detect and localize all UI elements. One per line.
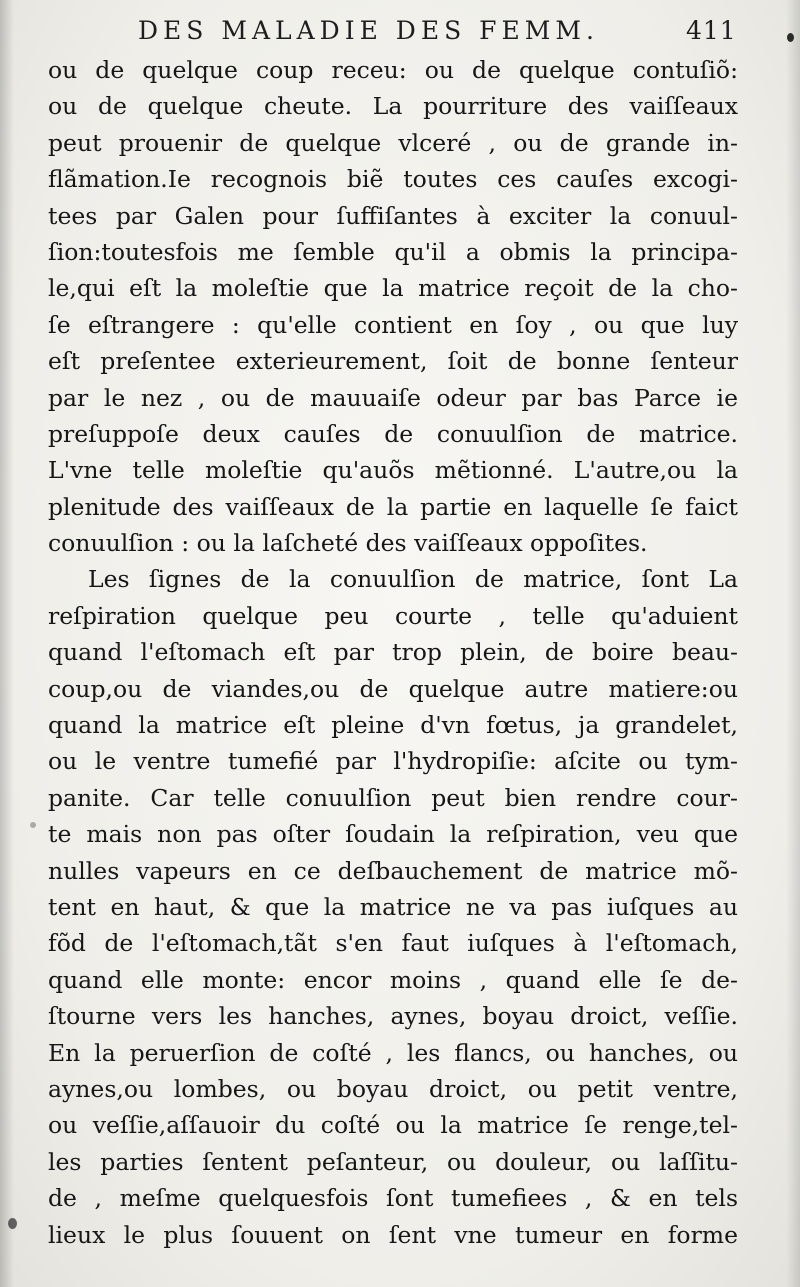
text-line: quand l'eſtomach eſt par trop plein, de boire beau- xyxy=(48,638,738,667)
text-line: quand la matrice eſt pleine d'vn fœtus, ja grandelet, xyxy=(48,711,738,740)
text-line: tees par Galen pour ſuffiſantes à exciter la conuul- xyxy=(48,201,738,230)
text-line: fõd de l'eſtomach,tãt s'en faut iuſques à l'eſtomach, xyxy=(48,929,738,958)
text-line: panite. Car telle conuulſion peut bien rendre cour- xyxy=(48,783,738,812)
body-text xyxy=(48,52,738,1253)
text-line: preſuppoſe deux cauſes de conuulſion de matrice. xyxy=(48,419,738,448)
page-left-edge-shadow xyxy=(0,0,14,1287)
text-line: reſpiration quelque peu courte , telle qu'aduient xyxy=(48,601,738,630)
ink-speck xyxy=(30,822,36,828)
text-line: les parties ſentent peſanteur, ou douleur, ou laſſitu- xyxy=(48,1147,738,1176)
text-line: ſe eſtrangere : qu'elle contient en ſoy , ou que luy xyxy=(48,310,738,339)
ink-speck xyxy=(8,1218,17,1229)
text-line: aynes,ou lombes, ou boyau droict, ou petit ventre, xyxy=(48,1074,738,1103)
text-line: conuulſion : ou la laſcheté des vaiſſeaux oppoſites. xyxy=(48,529,648,558)
text-line: En la peruerſion de coſté , les flancs, ou hanches, ou xyxy=(48,1038,738,1067)
text-line: ou le ventre tumefié par l'hydropiſie: aſcite ou tym- xyxy=(48,747,738,776)
page-number: 411 xyxy=(686,16,737,45)
text-line: tent en haut, & que la matrice ne va pas iuſques au xyxy=(48,892,738,921)
text-line: te mais non pas oſter ſoudain la reſpiration, veu que xyxy=(48,820,738,849)
text-line: plenitude des vaiſſeaux de la partie en laquelle ſe faict xyxy=(48,492,738,521)
text-line: ſion:toutesfois me ſemble qu'il a obmis la principa- xyxy=(48,237,738,266)
running-head: DES MALADIE DES FEMM. xyxy=(138,16,599,45)
text-line: le,qui eſt la moleſtie que la matrice reçoit de la cho- xyxy=(48,274,738,303)
text-line: peut prouenir de quelque vlceré , ou de grande in- xyxy=(48,128,738,157)
ink-speck xyxy=(787,33,794,42)
text-line: ou de quelque cheute. La pourriture des vaiſſeaux xyxy=(48,92,738,121)
paragraph-first-line: Les ſignes de la conuulſion de matrice, ſont La xyxy=(88,565,738,594)
text-line: ou veſſie,aſſauoir du coſté ou la matrice ſe renge,tel- xyxy=(48,1111,738,1140)
text-line: quand elle monte: encor moins , quand elle ſe de- xyxy=(48,965,738,994)
text-line: lieux le plus ſouuent on ſent vne tumeur en forme xyxy=(48,1220,738,1249)
text-line: nulles vapeurs en ce deſbauchement de matrice mõ- xyxy=(48,856,738,885)
page-right-edge-shadow xyxy=(786,0,800,1287)
text-line: ou de quelque coup receu: ou de quelque contuſiõ: xyxy=(48,56,738,84)
text-line: coup,ou de viandes,ou de quelque autre matiere:ou xyxy=(48,674,738,703)
text-line: par le nez , ou de mauuaiſe odeur par bas Parce ie xyxy=(48,383,738,412)
text-line: L'vne telle moleſtie qu'auõs mẽtionné. L'autre,ou la xyxy=(48,456,738,485)
text-line: ſtourne vers les hanches, aynes, boyau droict, veſſie. xyxy=(48,1002,738,1031)
text-line: eſt preſentee exterieurement, ſoit de bonne ſenteur xyxy=(48,347,738,376)
text-line: flãmation.Ie recognois biẽ toutes ces cauſes excogi- xyxy=(48,165,738,194)
text-line: de , meſme quelquesfois ſont tumefiees , & en tels xyxy=(48,1184,738,1213)
